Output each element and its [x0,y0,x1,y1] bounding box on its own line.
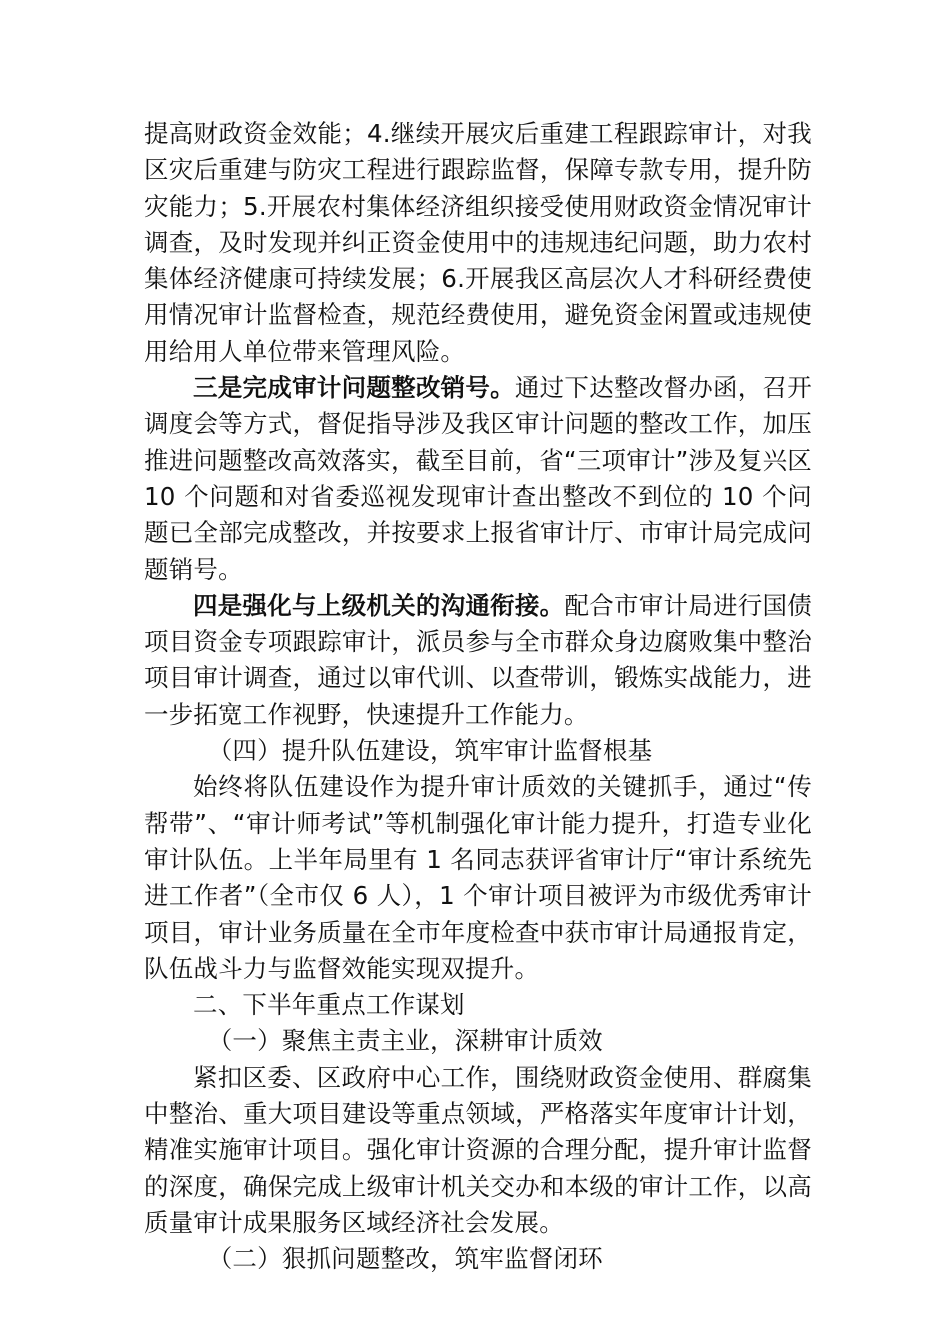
paragraph-continuation: 提高财政资金效能；4.继续开展灾后重建工程跟踪审计，对我区灾后重建与防灾工程进行跟踪监督，保障专款专用，提升防灾能力；5.开展农村集体经济组织接受使用财政资金情况审计调查，及时发现并纠正资金使用中的违规违纪问题，助力农村集体经济健康可持续发展；6.开展我区高层次人才科研经费使用情况审计监督检查，规范经费使用，避免资金闲置或违规使用给用人单位带来管理风险。 [144,119,812,366]
heading-section-two: 二、下半年重点工作谋划 [193,990,465,1020]
paragraph-lead-bold: 三是完成审计问题整改销号。 [193,373,515,403]
paragraph-text: 通过下达整改督办函，召开调度会等方式，督促指导涉及我区审计问题的整改工作，加压推进问题整改高效落实，截至目前，省“三项审计”涉及复兴区 10 个问题和对省委巡视发现审计查出整改不到位的 10 个问题已全部完成整改，并按要求上报省审计厅、市审计局完成问题销号。 [144,373,812,584]
paragraph-rectification [144,370,812,588]
heading-team-building: （四）提升队伍建设，筑牢审计监督根基 [207,736,653,766]
heading-focus-duties: （一）聚焦主责主业，深耕审计质效 [207,1026,603,1056]
document-body [144,116,812,1278]
paragraph-text: 配合市审计局进行国债项目资金专项跟踪审计，派员参与全市群众身边腐败集中整治项目审计调查，通过以审代训、以查带训，锻炼实战能力，进一步拓宽工作视野，快速提升工作能力。 [144,590,812,729]
paragraph-communication [144,588,812,733]
paragraph-lead-bold: 四是强化与上级机关的沟通衔接。 [193,590,565,620]
paragraph-team-building: 始终将队伍建设作为提升审计质效的关键抓手，通过“传帮带”、“审计师考试”等机制强化审计能力提升，打造专业化审计队伍。上半年局里有 1 名同志获评省审计厅“审计系统先进工作者”（全市仅 6 人），1 个审计项目被评为市级优秀审计项目，审计业务质量在全市年度检查中获市审计局通报肯定，队伍战斗力与监督效能实现双提升。 [144,772,812,983]
heading-rectification: （二）狠抓问题整改，筑牢监督闭环 [207,1244,603,1274]
paragraph-focus-duties: 紧扣区委、区政府中心工作，围绕财政资金使用、群腐集中整治、重大项目建设等重点领域，严格落实年度审计计划，精准实施审计项目。强化审计资源的合理分配，提升审计监督的深度，确保完成上级审计机关交办和本级的审计工作，以高质量审计成果服务区域经济社会发展。 [144,1062,812,1237]
